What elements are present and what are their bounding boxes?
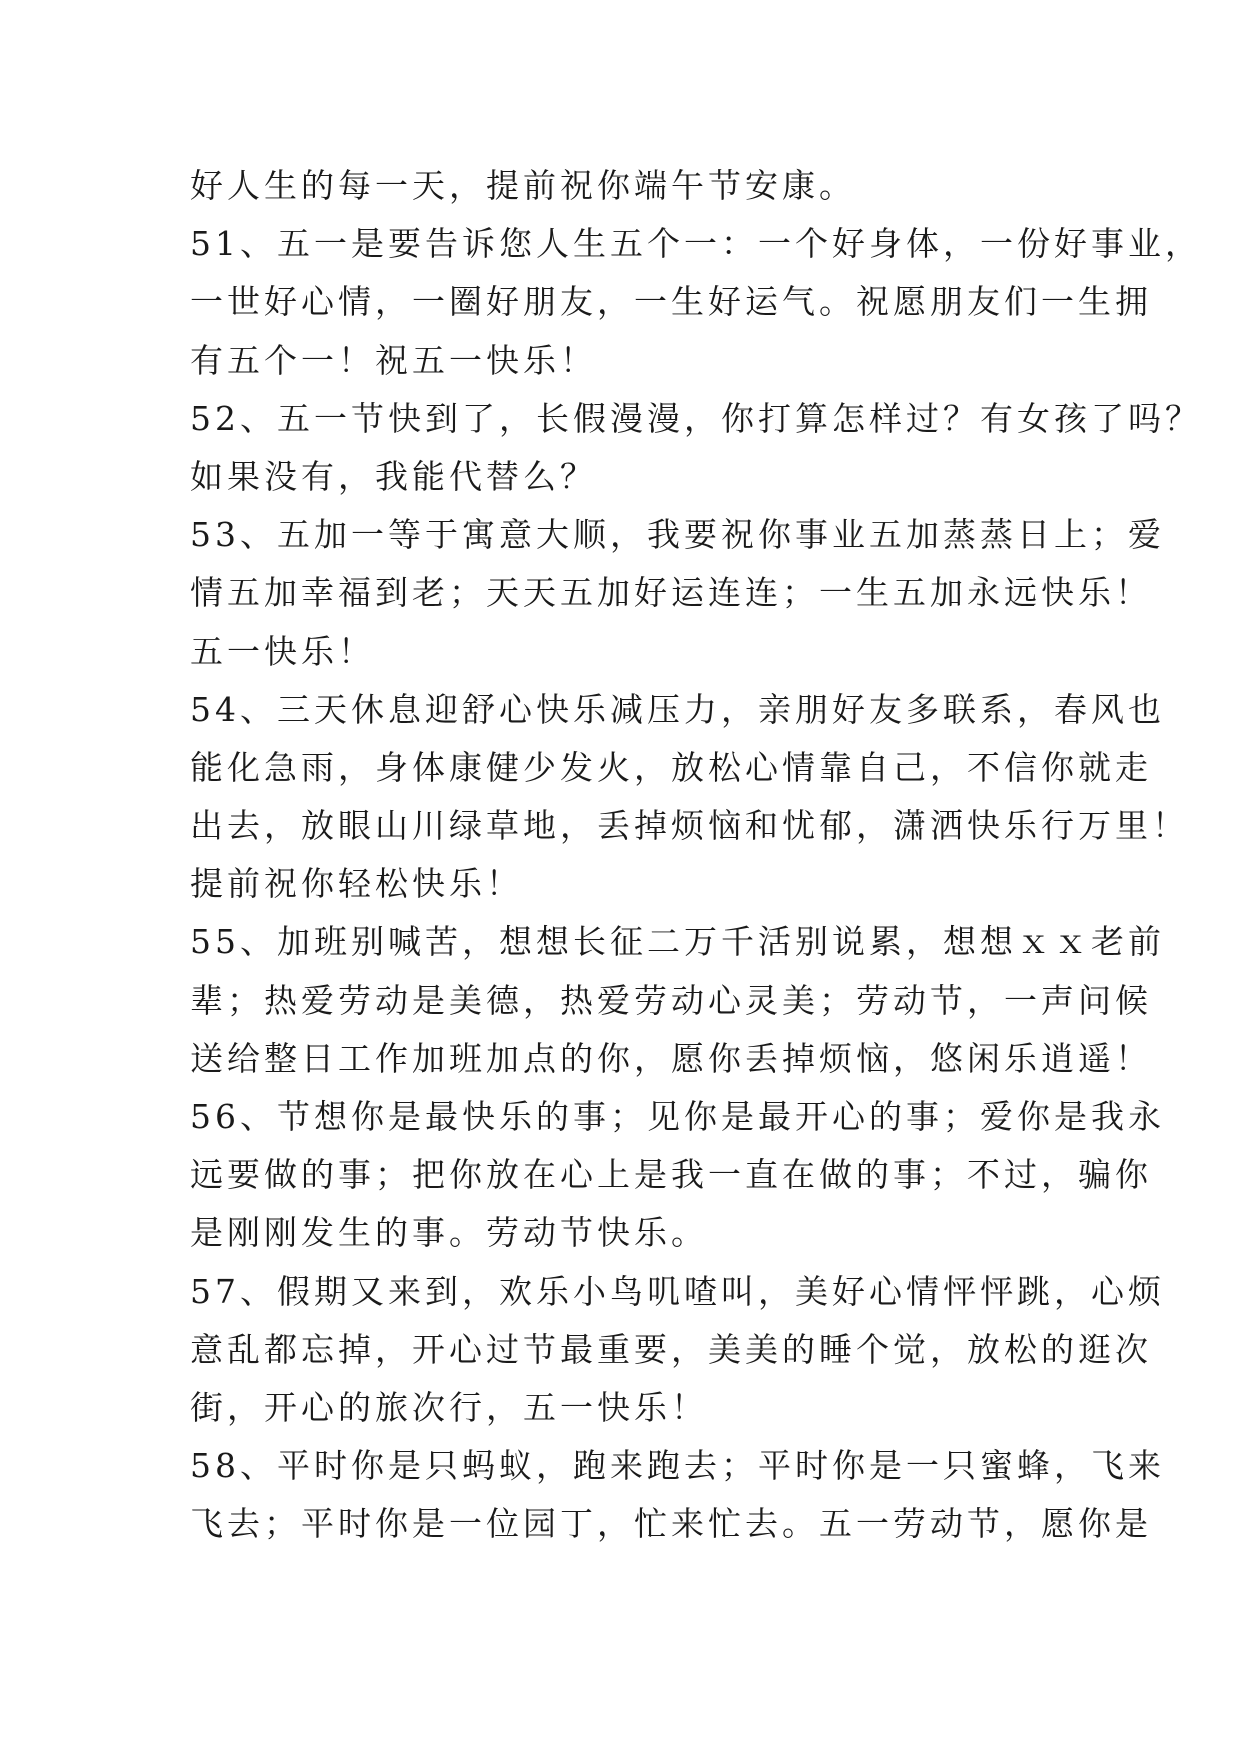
text-line: 意乱都忘掉，开心过节最重要，美美的睡个觉，放松的逛次 (190, 1329, 1152, 1369)
text-line: 如果没有，我能代替么？ (190, 456, 597, 496)
text-line: 52、五一节快到了，长假漫漫，你打算怎样过？有女孩了吗？ (190, 398, 1202, 438)
text-line: 出去，放眼山川绿草地，丢掉烦恼和忧郁，潇洒快乐行万里！ (190, 806, 1189, 846)
text-line: 情五加幸福到老；天天五加好运连连；一生五加永远快乐！ (190, 573, 1152, 613)
text-line: 54、三天休息迎舒心快乐减压力，亲朋好友多联系，春风也 (190, 689, 1165, 729)
text-line: 58、平时你是只蚂蚁，跑来跑去；平时你是一只蜜蜂，飞来 (190, 1446, 1165, 1486)
text-line: 53、五加一等于寓意大顺，我要祝你事业五加蒸蒸日上；爱 (190, 515, 1165, 555)
text-line: 提前祝你轻松快乐！ (190, 864, 523, 904)
text-line: 57、假期又来到，欢乐小鸟叽喳叫，美好心情怦怦跳，心烦 (190, 1271, 1165, 1311)
document-body (190, 157, 1202, 1554)
text-line: 街，开心的旅次行，五一快乐！ (190, 1387, 708, 1427)
text-line: 56、节想你是最快乐的事；见你是最开心的事；爱你是我永 (190, 1097, 1165, 1136)
text-line: 远要做的事；把你放在心上是我一直在做的事；不过，骗你 (190, 1155, 1152, 1195)
text-line: 51、五一是要告诉您人生五个一：一个好身体，一份好事业， (190, 224, 1202, 264)
text-line: 好人生的每一天，提前祝你端午节安康。 (190, 166, 856, 205)
text-line: 辈；热爱劳动是美德，热爱劳动心灵美；劳动节，一声问候 (190, 980, 1152, 1020)
text-line: 有五个一！祝五一快乐！ (190, 340, 597, 380)
text-line: 飞去；平时你是一位园丁，忙来忙去。五一劳动节，愿你是 (190, 1504, 1152, 1544)
text-line: 五一快乐！ (190, 631, 375, 671)
text-line: 一世好心情，一圈好朋友，一生好运气。祝愿朋友们一生拥 (190, 282, 1152, 322)
text-line: 送给整日工作加班加点的你，愿你丢掉烦恼，悠闲乐逍遥！ (190, 1038, 1152, 1078)
text-line: 55、加班别喊苦，想想长征二万千活别说累，想想ｘｘ老前 (190, 922, 1165, 962)
text-line: 是刚刚发生的事。劳动节快乐。 (190, 1213, 708, 1253)
text-line: 能化急雨，身体康健少发火，放松心情靠自己，不信你就走 (190, 747, 1152, 787)
